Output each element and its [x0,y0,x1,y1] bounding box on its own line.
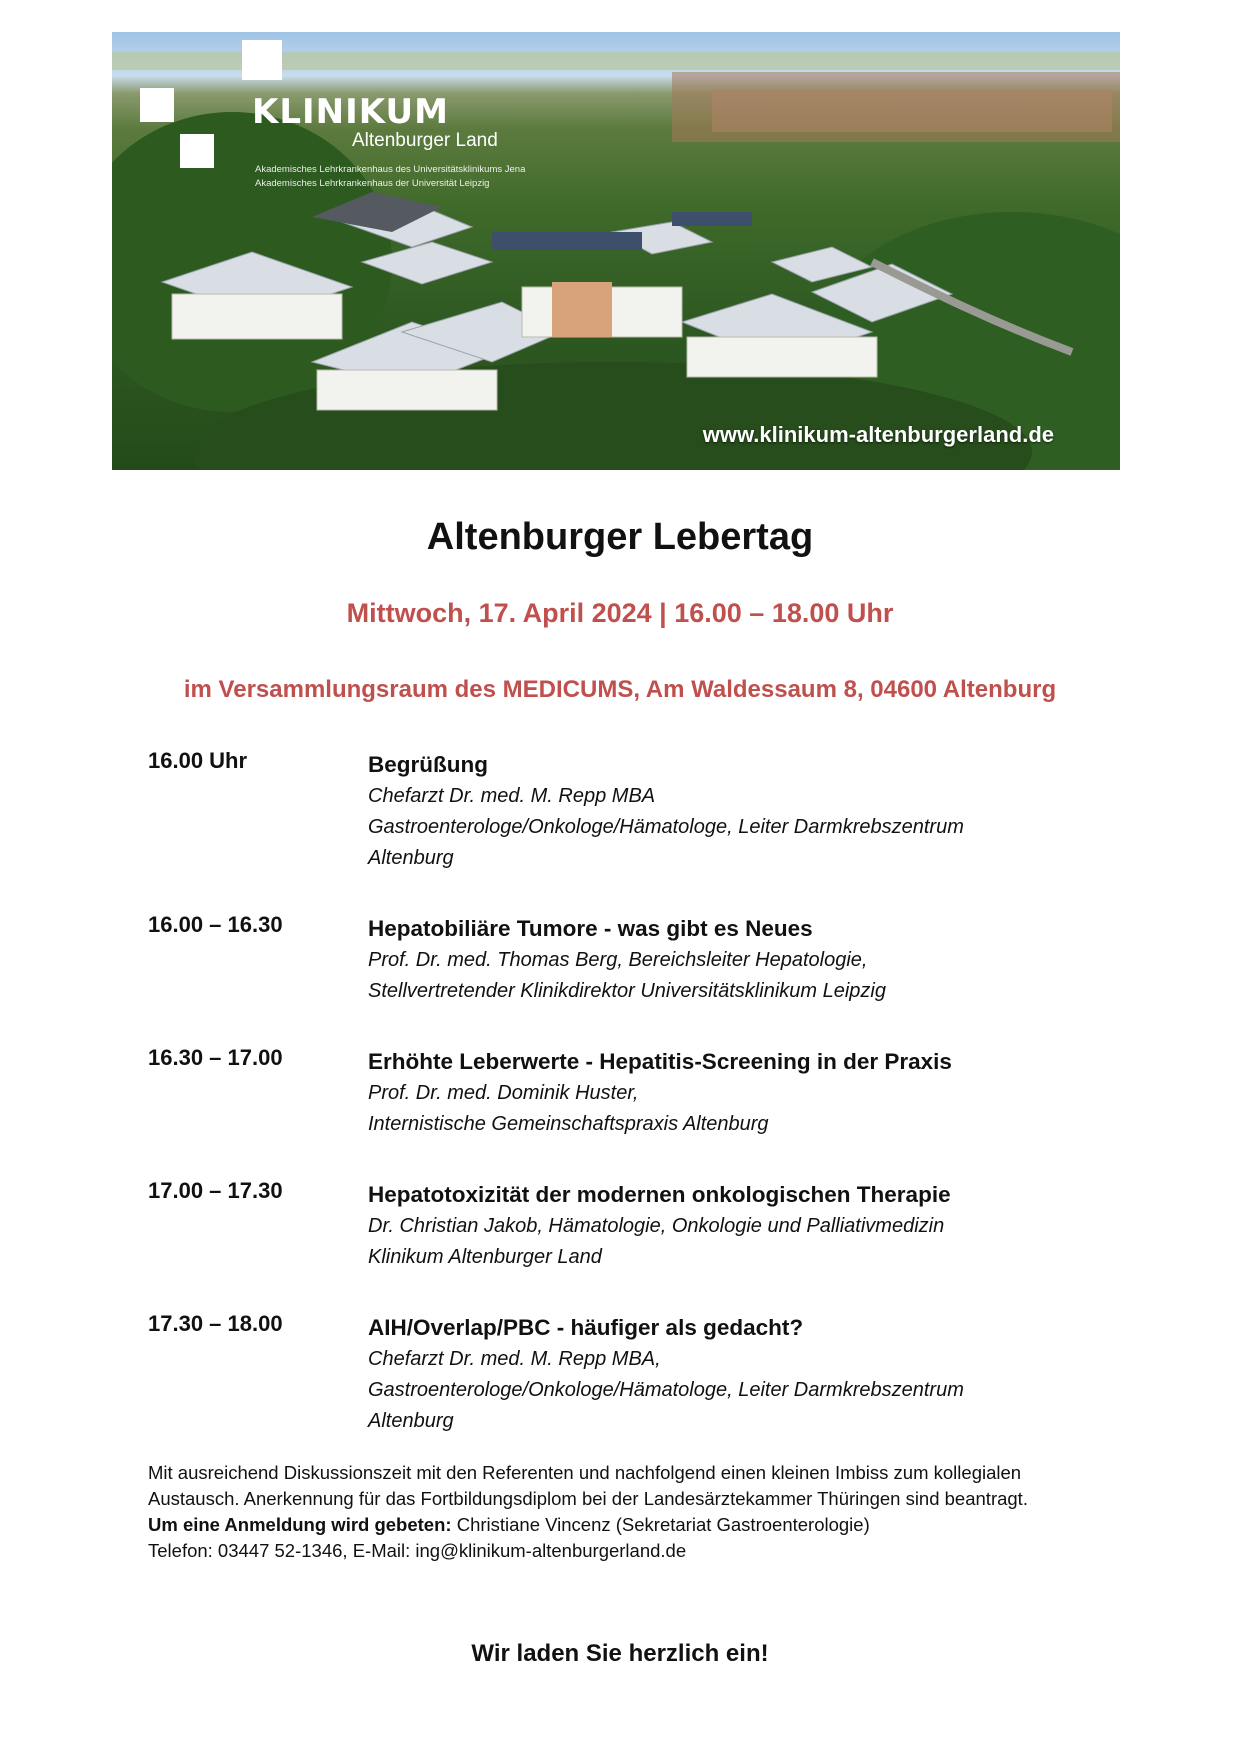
logo-affiliation-jena: Akademisches Lehrkrankenhaus des Universitätsklinikums Jena [255,164,526,175]
agenda-speaker-line: Chefarzt Dr. med. M. Repp MBA [368,785,656,807]
logo-square [242,40,282,80]
footer-paragraph: Mit ausreichend Diskussionszeit mit den Referenten und nachfolgend einen kleinen Imbiss zum kollegialen Austausch. Anerkennung für das Fortbildungsdiplom bei der Landesärztekammer Thüringen sind beantragt. [148,1462,1028,1509]
agenda-time: 17.00 – 17.30 [148,1178,283,1203]
event-title: Altenburger Lebertag [426,516,814,558]
agenda-speaker-line: Stellvertretender Klinikdirektor Universitätsklinikum Leipzig [368,980,886,1002]
header-photo [112,32,1120,470]
agenda-topic: Hepatobiliäre Tumore - was gibt es Neues [368,916,813,941]
logo-square [180,134,214,168]
agenda-item [148,1045,1098,1140]
agenda-item [148,748,1098,874]
agenda-topic: Erhöhte Leberwerte - Hepatitis-Screening in der Praxis [368,1049,952,1074]
agenda-topic: Hepatotoxizität der modernen onkologischen Therapie [368,1182,951,1207]
logo-affiliation-leipzig: Akademisches Lehrkrankenhaus der Universität Leipzig [255,178,490,189]
agenda-item [148,912,1098,1007]
agenda-speaker-line: Klinikum Altenburger Land [368,1246,602,1268]
agenda-speaker-line: Altenburg [368,847,454,869]
logo-wordmark: KLINIKUM [252,92,449,132]
agenda-item [148,1178,1098,1273]
agenda-speaker-line: Dr. Christian Jakob, Hämatologie, Onkologie und Palliativmedizin [368,1215,945,1237]
agenda-time: 17.30 – 18.00 [148,1311,283,1336]
agenda-speaker-line: Internistische Gemeinschaftspraxis Altenburg [368,1113,769,1135]
closing-invitation: Wir laden Sie herzlich ein! [471,1640,769,1667]
agenda-item [148,1311,1098,1437]
agenda-speaker-line: Altenburg [368,1410,454,1432]
agenda-speaker-line: Gastroenterologe/Onkologe/Hämatologe, Leiter Darmkrebszentrum [368,816,964,838]
footer-info [148,1460,1108,1564]
registration-label: Um eine Anmeldung wird gebeten: [148,1514,452,1535]
registration-line [148,1512,1108,1538]
agenda-speaker-line: Prof. Dr. med. Thomas Berg, Bereichsleiter Hepatologie, [368,949,868,971]
logo-subtitle: Altenburger Land [352,130,498,151]
agenda-speaker-line: Gastroenterologe/Onkologe/Hämatologe, Leiter Darmkrebszentrum [368,1379,964,1401]
agenda-speaker-line: Prof. Dr. med. Dominik Huster, [368,1082,639,1104]
agenda-time: 16.30 – 17.00 [148,1045,283,1070]
event-venue: im Versammlungsraum des MEDICUMS, Am Waldessaum 8, 04600 Altenburg [183,676,1057,703]
website-url: www.klinikum-altenburgerland.de [702,422,1054,447]
registration-contact: Christiane Vincenz (Sekretariat Gastroenterologie) [451,1514,870,1535]
event-date: Mittwoch, 17. April 2024 | 16.00 – 18.00 Uhr [346,598,894,628]
agenda-time: 16.00 Uhr [148,748,248,773]
contact-line: Telefon: 03447 52-1346, E-Mail: ing@klinikum-altenburgerland.de [148,1540,687,1561]
logo-square [140,88,174,122]
agenda-time: 16.00 – 16.30 [148,912,283,937]
klinikum-logo [140,40,526,210]
agenda-topic: Begrüßung [368,752,488,777]
agenda-topic: AIH/Overlap/PBC - häufiger als gedacht? [368,1315,804,1340]
agenda-speaker-line: Chefarzt Dr. med. M. Repp MBA, [368,1348,661,1370]
agenda [148,748,1098,1475]
